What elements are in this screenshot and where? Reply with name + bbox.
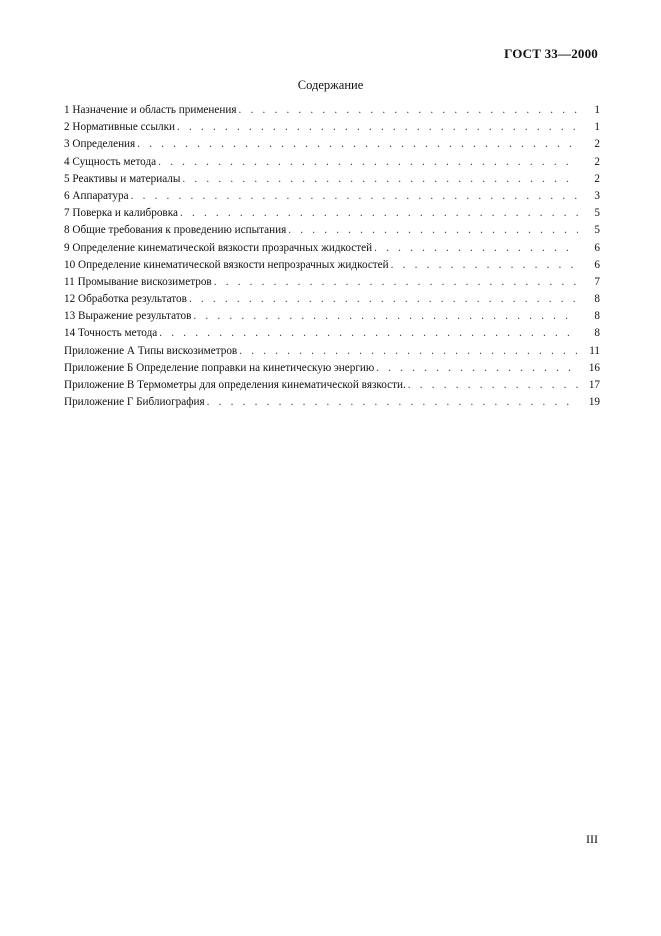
toc-dot-leader (189, 291, 578, 308)
toc-entry (64, 171, 600, 188)
toc-entry (64, 240, 600, 257)
toc-entry (64, 136, 600, 153)
toc-entry-label: 4 Сущность метода (64, 155, 157, 168)
toc-dot-leader (238, 102, 578, 119)
toc-dot-leader (408, 377, 578, 394)
toc-entry (64, 119, 600, 136)
toc-entry (64, 274, 600, 291)
toc-dot-leader (214, 274, 578, 291)
toc-entry-label: 6 Аппаратура (64, 189, 129, 202)
toc-dot-leader (288, 222, 578, 239)
toc-entry-page: 3 (594, 189, 600, 202)
toc-entry-label: 7 Поверка и калибровка (64, 207, 178, 220)
toc-entry-label: 9 Определение кинематической вязкости прозрачных жидкостей (64, 241, 373, 254)
toc-entry (64, 377, 600, 394)
toc-dot-leader (159, 325, 578, 342)
toc-dot-leader (131, 188, 578, 205)
toc-dot-leader (182, 171, 578, 188)
toc-entry-page: 11 (589, 344, 600, 357)
toc-dot-leader (180, 205, 578, 222)
toc-entry-label: 13 Выражение результатов (64, 310, 192, 323)
toc-entry-label: 3 Определения (64, 138, 136, 151)
toc-list (64, 102, 600, 411)
toc-entry (64, 343, 600, 360)
toc-dot-leader (207, 394, 578, 411)
toc-entry-label: Приложение В Термометры для определения кинематической вязкости. (64, 379, 406, 391)
toc-entry-label: 1 Назначение и область применения (64, 104, 237, 116)
toc-entry-page: 8 (594, 310, 600, 323)
toc-entry (64, 325, 600, 342)
toc-dot-leader (376, 360, 578, 377)
toc-entry-page: 2 (594, 172, 600, 185)
toc-entry-page: 8 (594, 293, 600, 306)
toc-entry-label: 10 Определение кинематической вязкости непрозрачных жидкостей (64, 258, 389, 271)
toc-entry-label: 2 Нормативные ссылки (64, 121, 176, 134)
toc-entry-page: 2 (594, 155, 600, 168)
toc-entry-label: 14 Точность метода (64, 327, 158, 340)
toc-entry (64, 360, 600, 377)
toc-entry-page: 6 (594, 241, 600, 254)
toc-entry-label: 5 Реактивы и материалы (64, 172, 181, 185)
toc-dot-leader (158, 154, 578, 171)
toc-entry (64, 291, 600, 308)
toc-entry (64, 222, 600, 239)
toc-entry-page: 1 (594, 121, 600, 134)
toc-entry-page: 7 (594, 275, 600, 288)
toc-entry-page: 16 (588, 361, 600, 374)
toc-entry-label: Приложение А Типы вискозиметров (64, 344, 238, 357)
toc-entry-page: 6 (594, 258, 600, 271)
toc-entry-label: Приложение Г Библиография (64, 396, 205, 409)
toc-entry-page: 5 (594, 224, 600, 237)
toc-entry (64, 257, 600, 274)
toc-entry-label: 8 Общие требования к проведению испытания (64, 224, 287, 237)
toc-entry (64, 102, 600, 119)
standard-code: ГОСТ 33—2000 (504, 46, 598, 61)
toc-entry (64, 188, 600, 205)
page-number: III (586, 832, 598, 846)
toc-entry (64, 394, 600, 411)
toc-entry (64, 154, 600, 171)
toc-entry (64, 205, 600, 222)
toc-entry (64, 308, 600, 325)
toc-entry-page: 5 (594, 207, 600, 220)
toc-dot-leader (177, 119, 578, 136)
toc-dot-leader (374, 240, 578, 257)
toc-dot-leader (137, 136, 578, 153)
toc-entry-page: 19 (588, 396, 600, 409)
toc-entry-page: 17 (588, 379, 600, 391)
toc-entry-label: Приложение Б Определение поправки на кинетическую энергию (64, 361, 375, 374)
toc-dot-leader (239, 343, 578, 360)
toc-entry-page: 1 (594, 104, 600, 116)
toc-dot-leader (391, 257, 578, 274)
toc-entry-label: 11 Промывание вискозиметров (64, 275, 212, 288)
toc-entry-page: 2 (594, 138, 600, 151)
toc-entry-page: 8 (594, 327, 600, 340)
toc-entry-label: 12 Обработка результатов (64, 293, 187, 306)
toc-title: Содержание (297, 78, 364, 92)
toc-dot-leader (193, 308, 578, 325)
